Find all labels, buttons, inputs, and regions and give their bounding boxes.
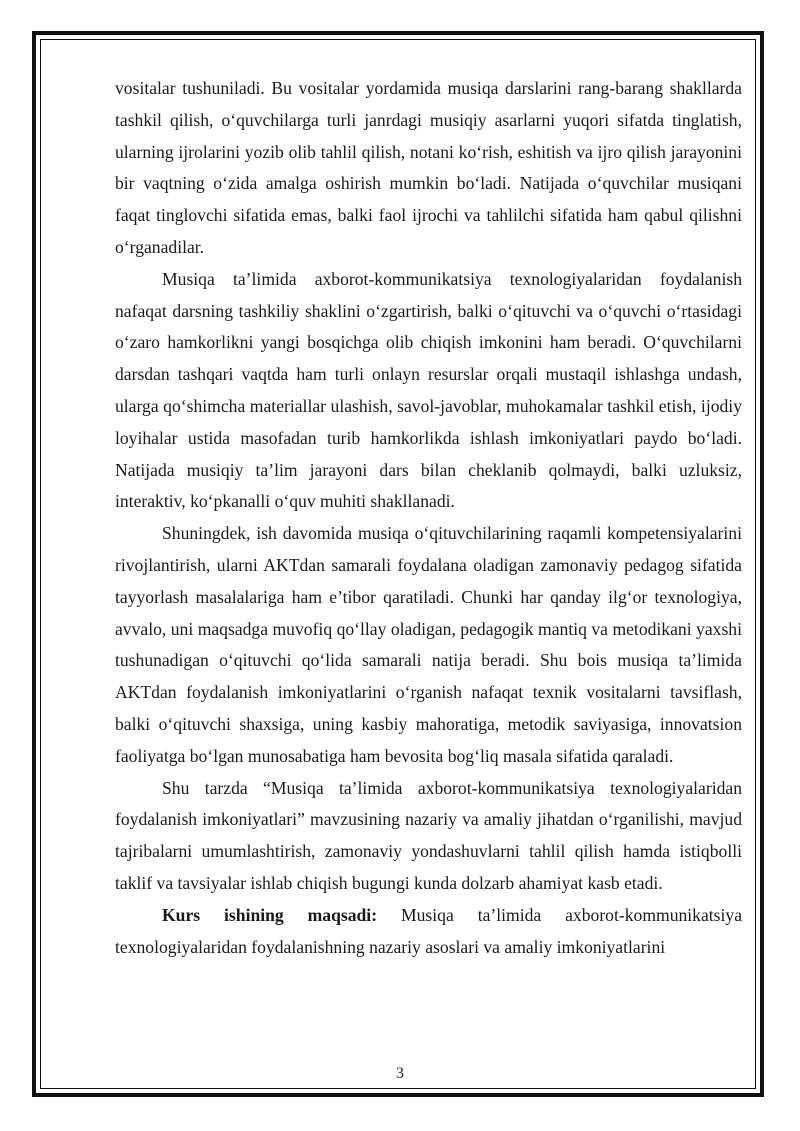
paragraph-4: Shu tarzda “Musiqa ta’limida axborot-kommunikatsiya texnologiyalaridan foydalanish imkoniyatlari” mavzusining nazariy va amaliy jihatdan o‘rganilishi, mavjud tajribalarni umumlashtirish, zamonaviy yondashuvlarni tahlil qilish hamda istiqbolli taklif va tavsiyalar ishlab chiqish bugungi kunda dolzarb ahamiyat kasb etadi. xyxy=(115,777,742,893)
paragraph-5 xyxy=(115,900,742,964)
document-body xyxy=(115,73,742,963)
page-number: 3 xyxy=(396,1065,404,1082)
course-goal-text: Musiqa ta’limida axborot-kommunikatsiya texnologiyalaridan foydalanishning nazariy asoslari va amaliy imkoniyatlarini xyxy=(115,904,743,957)
paragraph-2: Musiqa ta’limida axborot-kommunikatsiya texnologiyalaridan foydalanish nafaqat darsning tashkiliy shaklini o‘zgartirish, balki o‘qituvchi va o‘quvchi o‘rtasidagi o‘zaro hamkorlikni yangi bosqichga olib chiqish imkonini ham beradi. O‘quvchilarni darsdan tashqari vaqtda ham turli onlayn resurslar orqali mustaqil ishlashga undash, ularga qo‘shimcha materiallar ulashish, savol-javoblar, muhokamalar tashkil etish, ijodiy loyihalar ustida masofadan turib hamkorlikda ishlash imkoniyatlari paydo bo‘ladi. Natijada musiqiy ta’lim jarayoni dars bilan cheklanib qolmaydi, balki uzluksiz, interaktiv, ko‘pkanalli o‘quv muhiti shakllanadi. xyxy=(115,268,742,512)
course-goal-label: Kurs ishining maqsadi: xyxy=(162,904,378,925)
paragraph-1: vositalar tushuniladi. Bu vositalar yordamida musiqa darslarini rang-barang shakllarda tashkil qilish, o‘quvchilarga turli janrdagi musiqiy asarlarni yuqori sifatda tinglatish, ularning ijrolarini yozib olib tahlil qilish, notani ko‘rish, eshitish va ijro qilish jarayonini bir vaqtning o‘zida amalga oshirish mumkin bo‘ladi. Natijada o‘quvchilar musiqani faqat tinglovchi sifatida emas, balki faol ijrochi va tahlilchi sifatida ham qabul qilishni o‘rganadilar. xyxy=(115,78,742,257)
paragraph-3: Shuningdek, ish davomida musiqa o‘qituvchilarining raqamli kompetensiyalarini rivojlantirish, ularni AKTdan samarali foydalana oladigan zamonaviy pedagog sifatida tayyorlash masalalariga ham e’tibor qaratiladi. Chunki har qanday ilg‘or texnologiya, avvalo, uni maqsadga muvofiq qo‘llay oladigan, pedagogik mantiq va metodikani yaxshi tushunadigan o‘qituvchi qo‘lida samarali natija beradi. Shu bois musiqa ta’limida AKTdan foydalanish imkoniyatlarini o‘rganish nafaqat texnik vositalarni tavsiflash, balki o‘qituvchi shaxsiga, uning kasbiy mahoratiga, metodik saviyasiga, innovatsion faoliyatga bo‘lgan munosabatiga ham bevosita bog‘liq masala sifatida qaraladi. xyxy=(115,523,742,766)
